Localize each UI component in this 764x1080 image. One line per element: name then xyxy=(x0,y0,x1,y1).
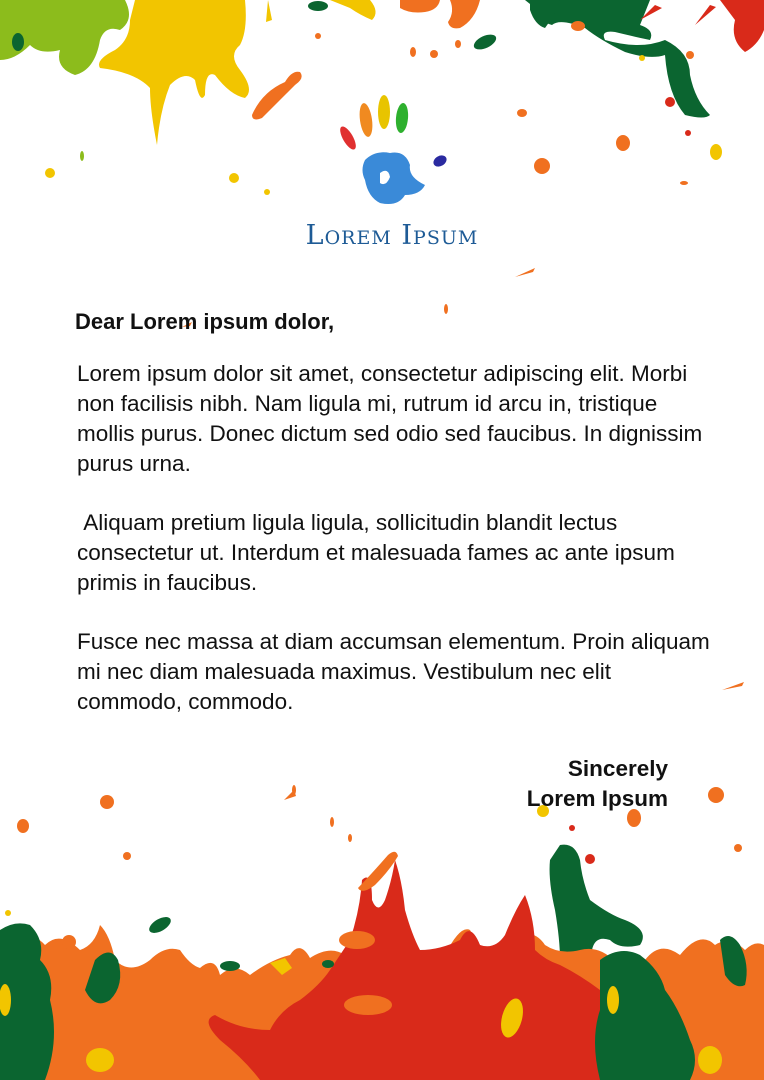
brand-name: Lorem Ipsum xyxy=(305,220,479,251)
letter-paragraph: Lorem ipsum dolor sit amet, consectetur adipiscing elit. Morbi non facilisis nibh. Nam ligula mi, rutrum id arcu in, tristique mollis purus. Donec dictum sed odio sed faucibus. In dignissim purus urna. xyxy=(77,361,703,476)
letter-signoff xyxy=(527,754,668,814)
letter-signature: Lorem Ipsum xyxy=(526,786,668,811)
letter-body xyxy=(77,359,717,746)
letter-salutation: Dear Lorem ipsum dolor, xyxy=(75,309,335,334)
letter-paragraph: Fusce nec massa at diam accumsan elementum. Proin aliquam mi nec diam malesuada maximus. Vestibulum nec elit commodo, commodo. xyxy=(77,629,710,714)
letter-paragraph: Aliquam pretium ligula ligula, sollicitudin blandit lectus consectetur ut. Interdum et malesuada fames ac ante ipsum primis in faucibus. xyxy=(77,510,675,595)
letter-closing: Sincerely xyxy=(567,756,668,781)
